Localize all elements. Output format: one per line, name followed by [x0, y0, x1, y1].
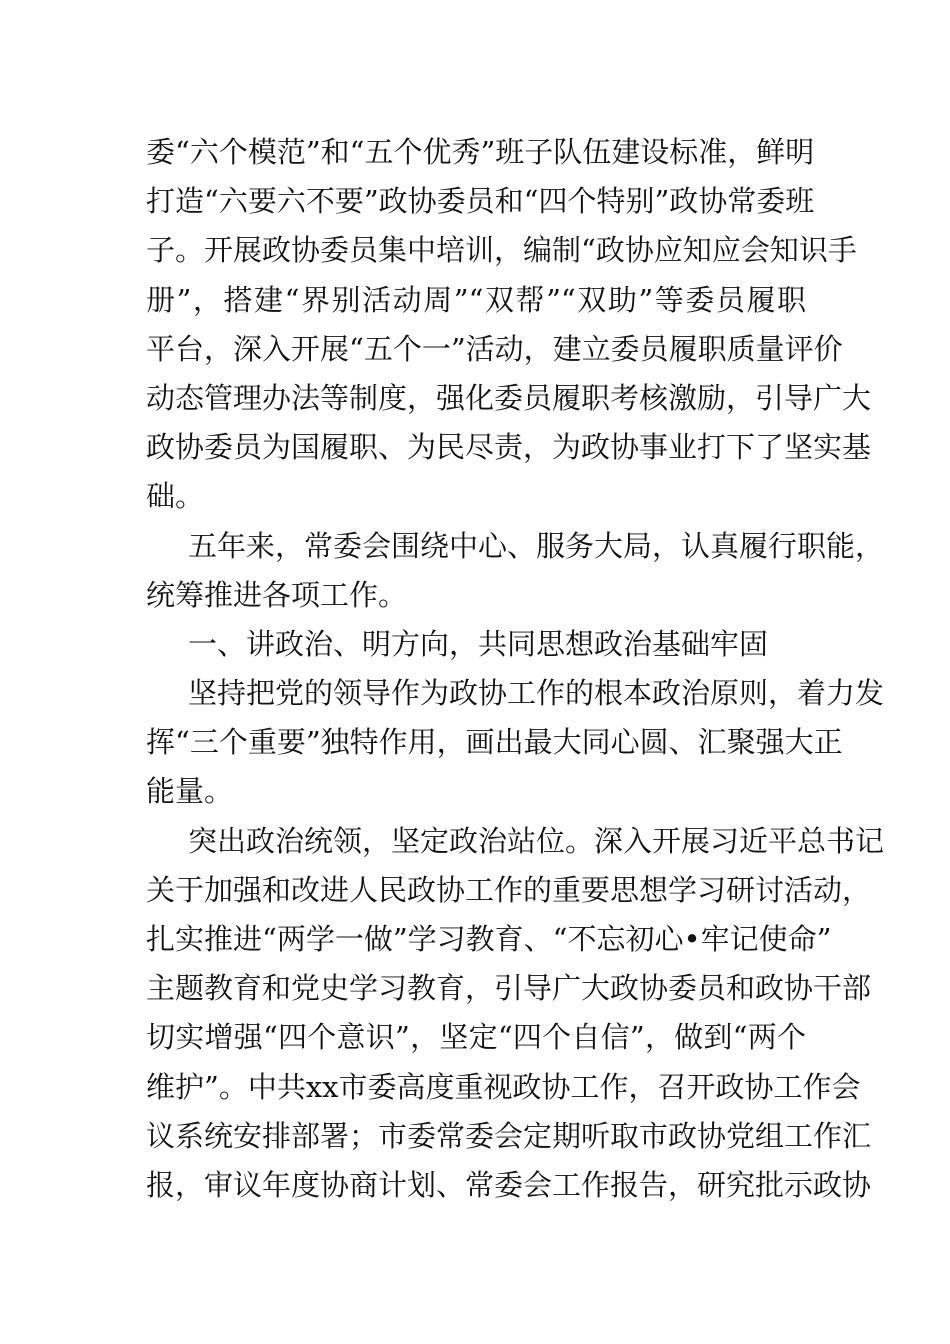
text-line: 平台，深入开展“五个一”活动，建立委员履职质量评价 [146, 331, 843, 366]
paragraph-start-line: 突出政治统领，坚定政治站位。深入开展习近平总书记 [188, 823, 885, 858]
text-line: 扎实推进“两学一做”学习教育、“不忘初心•牢记使命” [146, 922, 832, 956]
text-line: 切实增强“四个意识”，坚定“四个自信”，做到“两个 [146, 1020, 806, 1055]
text-line: 础。 [146, 479, 205, 514]
text-line: 主题教育和党史学习教育，引导广大政协委员和政协干部 [146, 971, 872, 1006]
text-line: 册”，搭建“界别活动周”“双帮”“双助”等委员履职 [146, 282, 806, 317]
text-line: 挥“三个重要”独特作用，画出最大同心圆、汇聚强大正 [146, 725, 843, 760]
paragraph-start-line: 坚持把党的领导作为政协工作的根本政治原则，着力发 [188, 676, 885, 711]
text-line: 能量。 [146, 774, 234, 809]
text-line: 统筹推进各项工作。 [146, 577, 408, 612]
body-text [146, 128, 885, 1210]
text-line: 打造“六要六不要”政协委员和“四个特别”政协常委班 [146, 184, 815, 219]
paragraph-start-line: 五年来，常委会围绕中心、服务大局，认真履行职能， [188, 528, 885, 563]
text-line: 委“六个模范”和“五个优秀”班子队伍建设标准，鲜明 [146, 135, 815, 169]
text-line: 报，审议年度协商计划、常委会工作报告，研究批示政协 [146, 1167, 872, 1202]
text-line: 政协委员为国履职、为民尽责，为政协事业打下了坚实基 [146, 430, 872, 465]
text-line: 维护”。中共xx市委高度重视政协工作，召开政协工作会 [146, 1069, 861, 1104]
text-line: 议系统安排部署；市委常委会定期听取市政协党组工作汇 [146, 1118, 872, 1153]
text-line: 关于加强和改进人民政协工作的重要思想学习研讨活动， [146, 872, 872, 907]
section-heading: 一、讲政治、明方向，共同思想政治基础牢固 [188, 626, 769, 661]
text-line: 动态管理办法等制度，强化委员履职考核激励，引导广大 [146, 380, 872, 415]
text-line: 子。开展政协委员集中培训，编制“政协应知应会知识手 [146, 233, 857, 268]
